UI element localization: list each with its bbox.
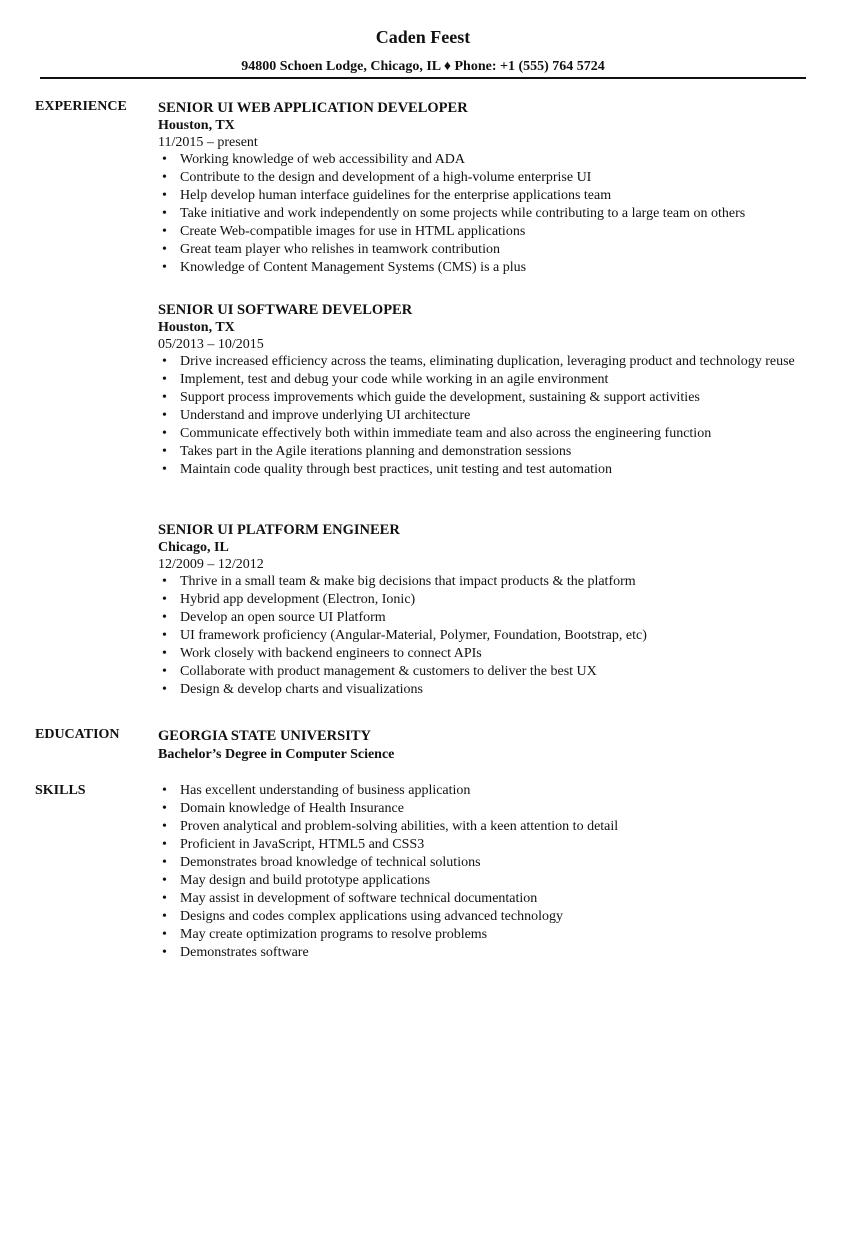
job-entry (158, 301, 808, 479)
job-bullets (158, 573, 808, 699)
bullet-item: • Help develop human interface guidelines for the enterprise applications team (180, 187, 808, 205)
job-location: Houston, TX (158, 118, 235, 133)
bullet-item: • Maintain code quality through best practices, unit testing and test automation (180, 461, 808, 479)
job-entry (158, 99, 808, 277)
job-title: SENIOR UI PLATFORM ENGINEER (158, 522, 400, 538)
bullet-item: • Contribute to the design and development of a high-volume enterprise UI (180, 169, 808, 187)
bullet-item: • Communicate effectively both within immediate team and also across the engineering function (180, 425, 808, 443)
bullet-item: • Working knowledge of web accessibility and ADA (180, 151, 808, 169)
skill-item: • Has excellent understanding of business application (180, 782, 808, 800)
education-section-label: EDUCATION (35, 727, 120, 742)
job-bullets (158, 353, 808, 479)
skills-section (158, 782, 808, 962)
bullet-item: • Design & develop charts and visualizations (180, 681, 808, 699)
job-title: SENIOR UI SOFTWARE DEVELOPER (158, 302, 413, 318)
bullet-item: • Develop an open source UI Platform (180, 609, 808, 627)
bullet-item: • Knowledge of Content Management Systems (CMS) is a plus (180, 259, 808, 277)
skills-list (158, 782, 808, 962)
bullet-item: • Understand and improve underlying UI architecture (180, 407, 808, 425)
skill-item: • Domain knowledge of Health Insurance (180, 800, 808, 818)
bullet-item: • Implement, test and debug your code while working in an agile environment (180, 371, 808, 389)
candidate-name: Caden Feest (375, 27, 471, 47)
job-entry (158, 521, 808, 699)
bullet-item: • Take initiative and work independently on some projects while contributing to a large team on others (180, 205, 808, 223)
job-location: Houston, TX (158, 320, 235, 335)
skills-section-label: SKILLS (35, 783, 86, 798)
degree: Bachelor’s Degree in Computer Science (158, 747, 395, 762)
job-location: Chicago, IL (158, 540, 229, 555)
experience-section-2 (158, 301, 808, 479)
experience-section (158, 99, 808, 277)
job-title: SENIOR UI WEB APPLICATION DEVELOPER (158, 100, 468, 116)
bullet-item: • UI framework proficiency (Angular-Material, Polymer, Foundation, Bootstrap, etc) (180, 627, 808, 645)
school-name: GEORGIA STATE UNIVERSITY (158, 728, 371, 744)
job-bullets (158, 151, 808, 277)
skill-item: • Demonstrates software (180, 944, 808, 962)
job-dates: 12/2009 – 12/2012 (158, 557, 264, 572)
experience-section-3 (158, 521, 808, 699)
header-divider (40, 77, 806, 79)
bullet-item: • Collaborate with product management & customers to deliver the best UX (180, 663, 808, 681)
education-section (158, 727, 808, 765)
experience-section-label: EXPERIENCE (35, 99, 127, 114)
bullet-item: • Create Web-compatible images for use in HTML applications (180, 223, 808, 241)
job-dates: 05/2013 – 10/2015 (158, 337, 264, 352)
skill-item: • Designs and codes complex applications using advanced technology (180, 908, 808, 926)
skill-item: • Proven analytical and problem-solving abilities, with a keen attention to detail (180, 818, 808, 836)
skill-item: • May design and build prototype applications (180, 872, 808, 890)
bullet-item: • Thrive in a small team & make big decisions that impact products & the platform (180, 573, 808, 591)
job-dates: 11/2015 – present (158, 135, 258, 150)
skill-item: • Proficient in JavaScript, HTML5 and CSS3 (180, 836, 808, 854)
bullet-item: • Drive increased efficiency across the teams, eliminating duplication, leveraging product and technology reuse (180, 353, 808, 371)
bullet-item: • Work closely with backend engineers to connect APIs (180, 645, 808, 663)
skill-item: • May assist in development of software technical documentation (180, 890, 808, 908)
bullet-item: • Hybrid app development (Electron, Ionic) (180, 591, 808, 609)
bullet-item: • Takes part in the Agile iterations planning and demonstration sessions (180, 443, 808, 461)
contact-info: 94800 Schoen Lodge, Chicago, IL ♦ Phone: +1 (555) 764 5724 (241, 59, 605, 74)
bullet-item: • Great team player who relishes in teamwork contribution (180, 241, 808, 259)
skill-item: • May create optimization programs to resolve problems (180, 926, 808, 944)
skill-item: • Demonstrates broad knowledge of technical solutions (180, 854, 808, 872)
bullet-item: • Support process improvements which guide the development, sustaining & support activities (180, 389, 808, 407)
